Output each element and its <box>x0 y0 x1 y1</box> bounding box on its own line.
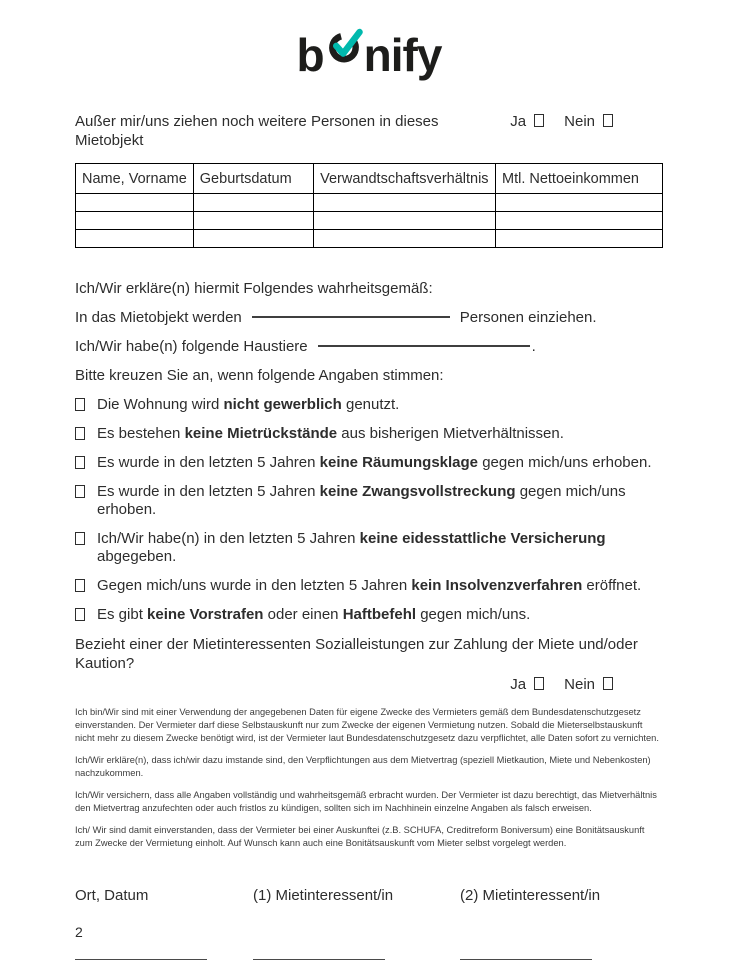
declaration-text <box>97 483 663 519</box>
social-benefits-question <box>75 635 663 694</box>
declaration-text <box>97 454 651 472</box>
text-segment: gegen mich/uns. <box>416 606 531 623</box>
table-cell-input[interactable] <box>314 212 496 230</box>
table-cell-input[interactable] <box>193 194 313 212</box>
signature-lines <box>75 947 663 960</box>
declaration-checkbox-list <box>75 396 663 624</box>
social-no-checkbox[interactable] <box>603 677 613 690</box>
table-cell-input[interactable] <box>495 194 662 212</box>
text-segment-bold: keine eidesstattliche Versicherung <box>359 530 606 547</box>
logo <box>0 0 738 82</box>
declaration-checkbox[interactable] <box>75 532 85 545</box>
signature-line-wrap <box>460 947 663 960</box>
text-segment: Es wurde in den letzten 5 Jahren <box>97 454 320 471</box>
additional-persons-question <box>75 112 663 150</box>
table-row <box>76 212 663 230</box>
legal-paragraph-credit-check: Ich/ Wir sind damit einverstanden, dass der Vermieter bei einer Auskunftei (z.B. SCHUFA, Creditreform Boniversum) eine Bonitätsauskunft zum Zwecke der Vermietung einholt. Auf Wunsch kann auch eine Bonitätsauskunft vom Mieter selbst vorgelegt werden. <box>75 825 645 849</box>
tenant1-label: (1) Mietinteressent/in <box>253 887 394 905</box>
declaration-text <box>97 606 530 624</box>
text-segment-bold: keine Mietrückstände <box>184 425 338 442</box>
col-header-birthdate: Geburtsdatum <box>193 164 313 194</box>
checkbox-instruction: Bitte kreuzen Sie an, wenn folgende Angaben stimmen: <box>75 367 444 384</box>
table-cell-input[interactable] <box>193 212 313 230</box>
location-date-label: Ort, Datum <box>75 887 149 905</box>
persons-count-blank[interactable] <box>252 316 450 318</box>
text-segment: In das Mietobjekt werden <box>75 309 242 326</box>
text-segment-bold: nicht gewerblich <box>223 396 342 413</box>
social-yes-no-group <box>75 675 663 694</box>
tenant2-label: (2) Mietinteressent/in <box>460 887 601 905</box>
social-no-label: Nein <box>564 676 595 693</box>
legal-paragraph-obligations: Ich/Wir erkläre(n), dass ich/wir dazu imstande sind, den Verpflichtungen aus dem Mietvertrag (speziell Mietkaution, Miete und Nebenkosten) nachzukommen. <box>75 755 651 779</box>
declaration-checkbox[interactable] <box>75 608 85 621</box>
pets-statement <box>75 338 663 356</box>
legal-paragraph-truthfulness: Ich/Wir versichern, dass alle Angaben vollständig und wahrheitsgemäß erbracht wurden. Der Vermieter ist dazu berechtigt, das Mietverhältnis den Mietvertrag anzufechten oder auch fristlos zu kündigen, sollten sich im Nachhinein einzelne Angaben als falsch erweisen. <box>75 790 657 814</box>
col-header-net-income: Mtl. Nettoeinkommen <box>495 164 662 194</box>
declaration-checkbox[interactable] <box>75 456 85 469</box>
social-benefits-text: Bezieht einer der Mietinteressenten Sozialleistungen zur Zahlung der Miete und/oder Kaution? <box>75 636 638 672</box>
table-cell-input[interactable] <box>314 194 496 212</box>
text-segment: Personen einziehen. <box>459 309 597 326</box>
text-segment: eröffnet. <box>582 577 642 594</box>
declaration-item-commercial-use <box>75 396 663 414</box>
pets-blank[interactable] <box>318 345 530 347</box>
text-segment: abgegeben. <box>97 548 177 565</box>
text-segment: Ich/Wir habe(n) in den letzten 5 Jahren <box>97 530 360 547</box>
text-segment: aus bisherigen Mietverhältnissen. <box>337 425 564 442</box>
declaration-item-rent-arrears <box>75 425 663 443</box>
social-yes-checkbox[interactable] <box>534 677 544 690</box>
table-cell-input[interactable] <box>495 212 662 230</box>
declaration-section <box>75 280 663 385</box>
table-cell-input[interactable] <box>314 230 496 248</box>
social-yes-label: Ja <box>510 676 527 693</box>
text-segment: Es wurde in den letzten 5 Jahren <box>97 483 320 500</box>
declaration-intro: Ich/Wir erkläre(n) hiermit Folgendes wahrheitsgemäß: <box>75 280 433 297</box>
text-segment: oder einen <box>263 606 343 623</box>
additional-persons-table <box>75 163 663 248</box>
legal-paragraph-data-protection: Ich bin/Wir sind mit einer Verwendung der angegebenen Daten für eigene Zwecke des Vermieters gemäß dem Bundesdatenschutzgesetz einverstanden. Der Vermieter darf diese Selbstauskunft nur zum Zwecke der eigenen Vermietung nutzen. Sobald die Mieterselbstauskunft nicht mehr zu diesem Zwecke benötigt wird, ist der Vermieter laut Bundesdatenschutzgesetz dazu verpflichtet, alle Daten sofort zu vernichten. <box>75 707 659 744</box>
logo-text-nify: nify <box>363 28 442 81</box>
declaration-item-foreclosure <box>75 483 663 519</box>
text-segment: . <box>531 338 536 355</box>
persons-yes-label: Ja <box>510 113 527 130</box>
declaration-checkbox[interactable] <box>75 398 85 411</box>
text-segment: Ich/Wir habe(n) folgende Haustiere <box>75 338 308 355</box>
text-segment-bold: keine Zwangsvollstreckung <box>319 483 516 500</box>
declaration-item-insolvency <box>75 577 663 595</box>
text-segment: gegen mich/uns erhoben. <box>478 454 652 471</box>
table-cell-input[interactable] <box>495 230 662 248</box>
page-number: 2 <box>75 924 83 940</box>
declaration-text <box>97 425 564 443</box>
text-segment-bold: kein Insolvenzverfahren <box>411 577 583 594</box>
additional-persons-text: Außer mir/uns ziehen noch weitere Personen in dieses Mietobjekt <box>75 113 439 149</box>
text-segment: Gegen mich/uns wurde in den letzten 5 Jahren <box>97 577 412 594</box>
declaration-checkbox[interactable] <box>75 579 85 592</box>
text-segment: Es gibt <box>97 606 148 623</box>
table-cell-input[interactable] <box>76 194 194 212</box>
persons-no-checkbox[interactable] <box>603 114 613 127</box>
text-segment-bold: Haftbefehl <box>342 606 417 623</box>
table-row <box>76 230 663 248</box>
signature-labels <box>75 886 663 905</box>
movein-statement <box>75 309 663 327</box>
signature-line-wrap <box>75 947 253 960</box>
logo-text-b: b <box>296 28 324 81</box>
declaration-checkbox[interactable] <box>75 427 85 440</box>
signature-line-wrap <box>253 947 460 960</box>
declaration-checkbox[interactable] <box>75 485 85 498</box>
col-header-relationship: Verwandtschaftsverhältnis <box>314 164 496 194</box>
text-segment: genutzt. <box>341 396 400 413</box>
declaration-item-affidavit <box>75 530 663 566</box>
declaration-text <box>97 530 663 566</box>
declaration-text <box>97 577 641 595</box>
text-segment-bold: keine Räumungsklage <box>319 454 479 471</box>
declaration-item-eviction-suit <box>75 454 663 472</box>
col-header-name: Name, Vorname <box>76 164 194 194</box>
table-cell-input[interactable] <box>193 230 313 248</box>
table-cell-input[interactable] <box>76 212 194 230</box>
persons-no-label: Nein <box>564 113 595 130</box>
text-segment: Es bestehen <box>97 425 185 442</box>
table-row <box>76 194 663 212</box>
legal-section <box>75 706 663 850</box>
table-cell-input[interactable] <box>76 230 194 248</box>
persons-yes-checkbox[interactable] <box>534 114 544 127</box>
persons-yes-no-group <box>510 112 613 131</box>
text-segment: gegen mich/uns erhoben. <box>97 483 626 518</box>
logo-check-icon <box>325 26 363 64</box>
text-segment: Die Wohnung wird <box>97 396 224 413</box>
table-header-row <box>76 164 663 194</box>
declaration-item-criminal-record <box>75 606 663 624</box>
declaration-text <box>97 396 399 414</box>
text-segment-bold: keine Vorstrafen <box>147 606 264 623</box>
